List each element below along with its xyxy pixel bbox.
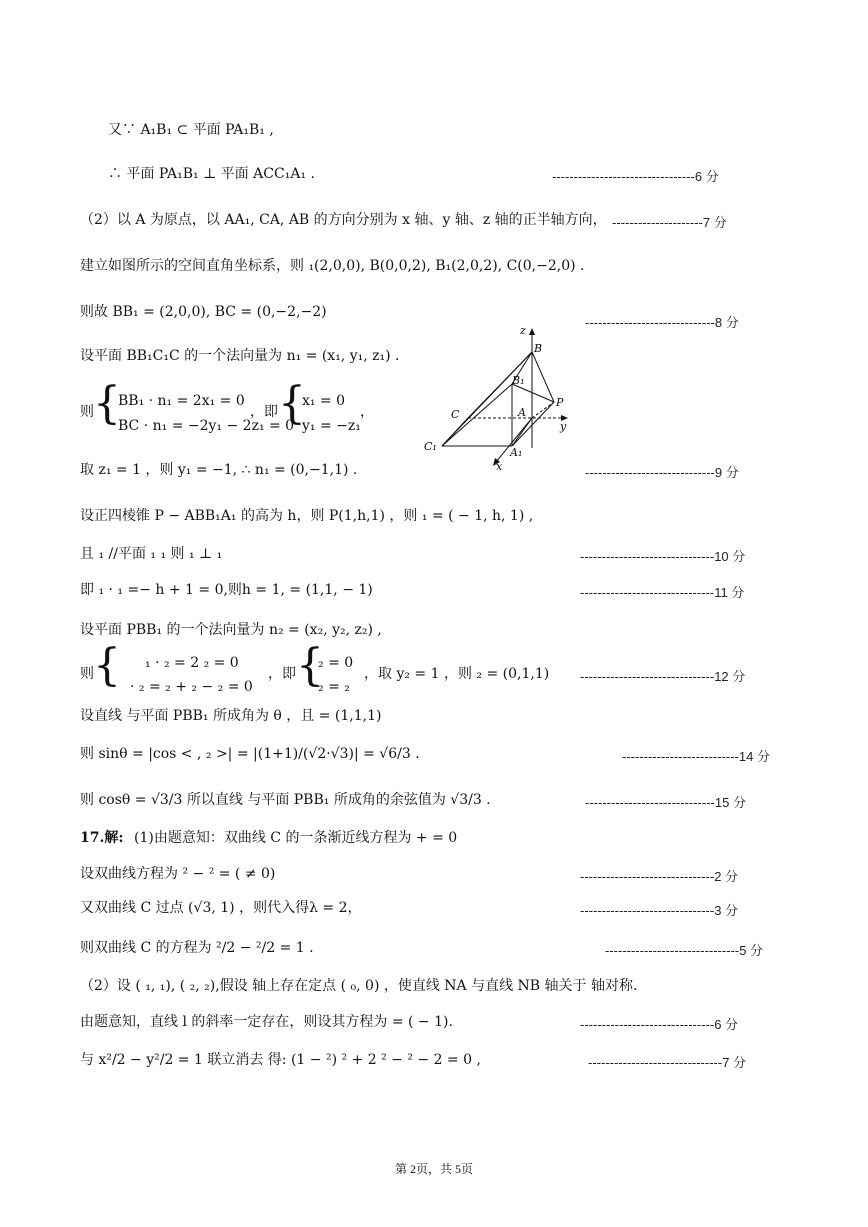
equation-line: BC · n₁ = −2y₁ − 2z₁ = 0 (118, 418, 295, 434)
text-line: 设直线 与平面 PBB₁ 所成角为 θ ，且 = (1,1,1) (80, 708, 382, 724)
label-y: y (560, 420, 567, 433)
score-marker: ------------------------------8 分 (585, 315, 739, 330)
label-b1: B₁ (512, 374, 525, 387)
equation-line: ₂ = ₂ (318, 679, 350, 695)
label-b: B (534, 342, 543, 355)
text-line: ∴ 平面 PA₁B₁ ⊥ 平面 ACC₁A₁ . (108, 166, 315, 182)
edge-c1-c (442, 418, 468, 446)
score-marker: ---------------------------------6 分 (552, 169, 719, 184)
text-line: 又双曲线 C 过点 (√3, 1) ，则代入得λ = 2， (80, 900, 362, 916)
score-marker: ---------------------------14 分 (622, 749, 770, 764)
edge-a1-a (512, 418, 532, 446)
score-marker: -------------------------------5 分 (605, 943, 764, 958)
score-marker: -------------------------------10 分 (580, 549, 746, 564)
geometry-figure (418, 322, 608, 472)
text-line: (1)由题意知：双曲线 C 的一条渐近线方程为 + = 0 (134, 830, 458, 846)
text-line: 设双曲线方程为 ² − ² = ( ≠ 0) (80, 866, 276, 882)
score-marker: ------------------------------15 分 (585, 795, 746, 810)
text-line: ，即 (250, 404, 278, 420)
text-line: 设平面 BB₁C₁C 的一个法向量为 n₁ = (x₁, y₁, z₁) . (80, 348, 400, 364)
score-marker: -------------------------------6 分 (580, 1017, 739, 1032)
text-line: 则 cosθ = √3/3 所以直线 与平面 PBB₁ 所成角的余弦值为 √3/3 . (80, 792, 491, 808)
equation-line: · ₂ = ₂ + ₂ − ₂ = 0 (130, 679, 253, 695)
text-line: 由题意知，直线 l 的斜率一定存在，则设其方程为 = ( − 1). (80, 1014, 453, 1030)
text-line: 设正四棱锥 P − ABB₁A₁ 的高为 h，则 P(1,h,1) ，则 ₁ = ( − 1, h, 1) , (80, 508, 534, 524)
text-line: （2）以 A 为原点，以 AA₁, CA, AB 的方向分别为 x 轴、y 轴、z 轴的正半轴方向， (80, 212, 607, 228)
text-line: 设平面 PBB₁ 的一个法向量为 n₂ = (x₂, y₂, z₂) , (80, 622, 382, 638)
equation-line: ₂ = 0 (318, 655, 354, 671)
left-brace: { (93, 640, 121, 691)
text-line: 取 z₁ = 1 ，则 y₁ = −1, ∴ n₁ = (0,−1,1) . (80, 462, 358, 478)
z-axis-arrow (529, 328, 535, 335)
left-brace: { (93, 378, 121, 429)
label-c1: C₁ (424, 440, 437, 453)
score-marker: ------------------------------9 分 (585, 465, 739, 480)
text-line: 则 (80, 666, 94, 682)
equation-line: ，取 y₂ = 1 ，则 ₂ = (0,1,1) (364, 666, 550, 682)
label-z: z (520, 324, 526, 337)
text-line: 与 x²/2 − y²/2 = 1 联立消去 得: (1 − ²) ² + 2 ² − ² − 2 = 0 , (80, 1052, 481, 1068)
score-marker: -------------------------------2 分 (580, 869, 739, 884)
text-line: 则故 BB₁ = (2,0,0), BC = (0,−2,−2) (80, 304, 327, 320)
left-brace: { (296, 640, 324, 691)
score-marker: -------------------------------12 分 (580, 669, 746, 684)
text-line: ， (360, 404, 374, 420)
score-marker: ---------------------7 分 (612, 215, 727, 230)
problem-number: 17.解: (80, 830, 124, 846)
text-line: 则 sinθ = |cos < , ₂ >| = |(1+1)/(√2·√3)| = √6/3 . (80, 746, 420, 762)
equation-line: ₁ · ₂ = 2 ₂ = 0 (145, 655, 239, 671)
text-line: 即 ₁ · ₁ =− h + 1 = 0,则h = 1, = (1,1, − 1) (80, 582, 373, 598)
label-a: A (518, 406, 526, 419)
score-marker: -------------------------------3 分 (580, 903, 739, 918)
left-brace: { (278, 378, 306, 429)
page-footer: 第 2页，共 5页 (394, 1162, 473, 1176)
label-c: C (451, 408, 460, 421)
text-line: 建立如图所示的空间直角坐标系，则 ₁(2,0,0), B(0,0,2), B₁(2,0,2), C(0,−2,0) . (80, 258, 585, 274)
text-line: 则 (80, 404, 94, 420)
label-a1: A₁ (510, 446, 523, 459)
text-line: 又∵ A₁B₁ ⊂ 平面 PA₁B₁ , (108, 122, 274, 138)
label-p: P (556, 396, 564, 409)
edge-a-p (532, 402, 554, 418)
text-line: 且 ₁ //平面 ₁ ₁ 则 ₁ ⊥ ₁ (80, 546, 223, 562)
text-line: （2）设 ( ₁, ₁), ( ₂, ₂),假设 轴上存在定点 ( ₀, 0) ，使直线 NA 与直线 NB 轴关于 轴对称. (80, 978, 638, 994)
label-x: x (496, 460, 503, 472)
score-marker: -------------------------------11 分 (580, 585, 745, 600)
text-line: 则双曲线 C 的方程为 ²/2 − ²/2 = 1 . (80, 940, 314, 956)
equation-line: x₁ = 0 (302, 393, 346, 409)
equation-line: y₁ = −z₁ (302, 418, 361, 434)
equation-line: BB₁ · n₁ = 2x₁ = 0 (118, 393, 245, 409)
score-marker: -------------------------------7 分 (588, 1055, 747, 1070)
text-line: ，即 (268, 666, 296, 682)
